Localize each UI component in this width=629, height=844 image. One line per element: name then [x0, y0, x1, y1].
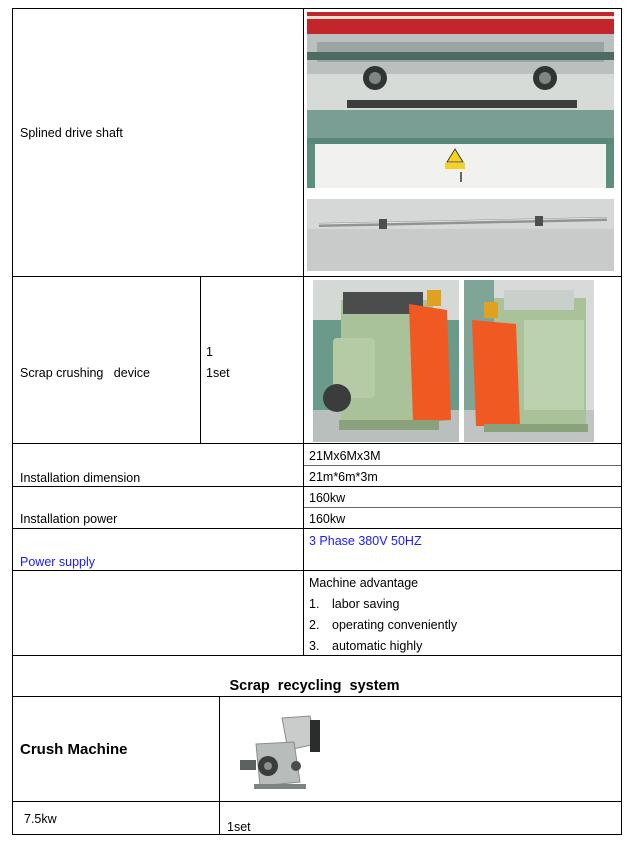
power-supply-label: Power supply	[20, 555, 96, 569]
advantage-item-1-num: 1.	[309, 597, 320, 611]
installation-power-label: Installation power	[20, 512, 118, 526]
machine-advantage-title: Machine advantage	[309, 576, 419, 590]
power-supply-value: 3 Phase 380V 50HZ	[309, 534, 422, 548]
splined-shaft-label: Splined drive shaft	[20, 126, 123, 140]
scrap-crushing-label: Scrap crushing device	[20, 366, 150, 380]
installation-dimension-value-1: 21Mx6Mx3M	[309, 449, 381, 463]
splined-shaft-photo	[307, 199, 614, 271]
advantage-item-2-num: 2.	[309, 618, 320, 632]
installation-power-value-1: 160kw	[309, 491, 346, 505]
scrap-crushing-qty-2: 1set	[206, 366, 230, 380]
installation-dimension-value-2: 21m*6m*3m	[309, 470, 378, 484]
crush-machine-qty: 1set	[227, 820, 251, 834]
installation-dimension-label: Installation dimension	[20, 471, 141, 485]
advantage-item-3-num: 3.	[309, 639, 320, 653]
advantage-item-3-text: automatic highly	[332, 639, 423, 653]
advantage-item-2-text: operating conveniently	[332, 618, 458, 632]
scrap-crusher-photo-right	[464, 280, 594, 442]
crush-machine-photo	[234, 714, 326, 794]
section-title: Scrap recycling system	[229, 678, 400, 694]
crush-machine-power: 7.5kw	[24, 812, 57, 826]
advantage-item-1-text: labor saving	[332, 597, 400, 611]
crush-machine-label: Crush Machine	[20, 741, 128, 758]
scrap-crusher-photo-left	[313, 280, 459, 442]
conveyor-drive-photo	[307, 12, 614, 188]
installation-power-value-2: 160kw	[309, 512, 346, 526]
scrap-crushing-qty-1: 1	[206, 345, 213, 359]
